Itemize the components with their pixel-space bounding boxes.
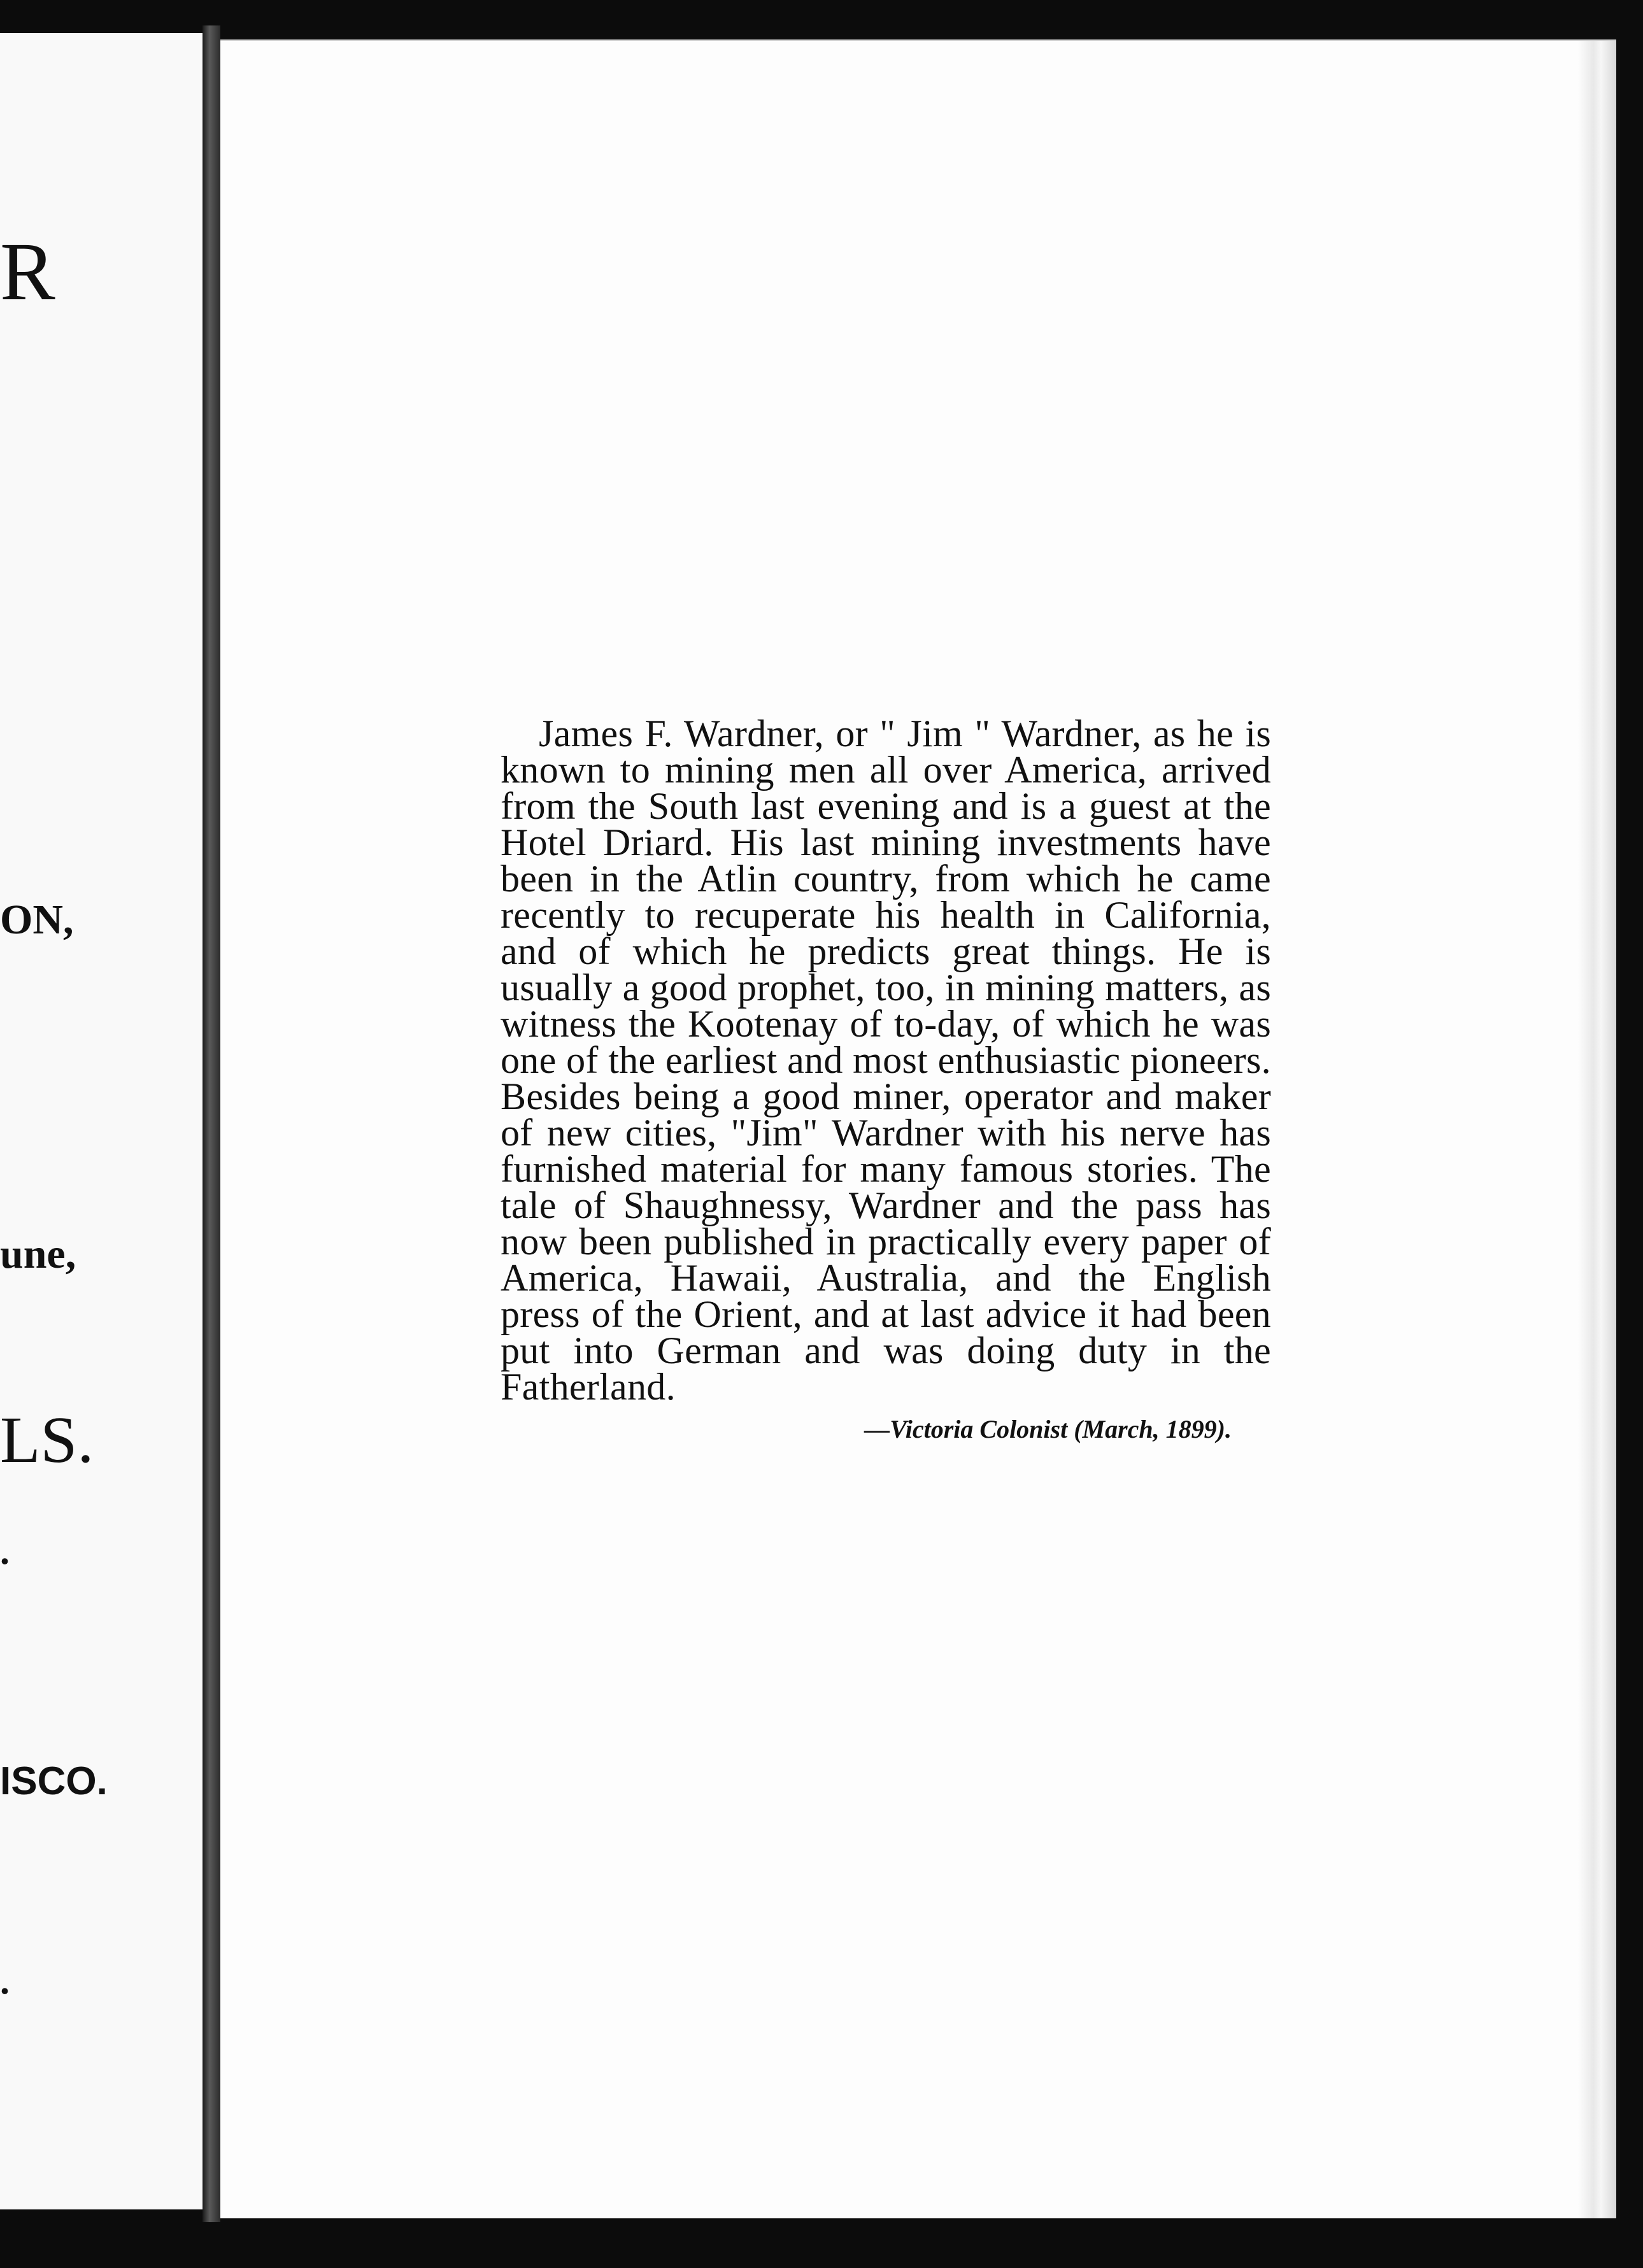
page-edge bbox=[1578, 41, 1616, 2218]
newspaper-excerpt bbox=[501, 712, 1271, 1444]
left-page-fragment: une, bbox=[0, 1231, 76, 1277]
left-page-fragment: . bbox=[0, 1530, 10, 1572]
main-page bbox=[220, 39, 1616, 2218]
book-gutter bbox=[203, 25, 220, 2222]
left-page-fragment: . bbox=[0, 1960, 10, 2002]
left-page-fragment: LS. bbox=[0, 1403, 94, 1477]
excerpt-attribution: —Victoria Colonist (March, 1899). bbox=[864, 1415, 1232, 1443]
left-page-fragment: ON, bbox=[0, 897, 74, 943]
left-facing-page bbox=[0, 33, 204, 2209]
excerpt-text: James F. Wardner, or " Jim " Wardner, as he is known to mining men all over America, arrived from the South last evening and is a guest at the Hotel Driard. His last mining investments have been in the Atlin country, from which he came recently to recuperate his health in California, and of which he predicts great things. He is usually a good prophet, too, in mining matters, as witness the Kootenay of to-day, of which he was one of the earliest and most enthusiastic pioneers. Besides being a good miner, operator and maker of new cities, "Jim" Wardner with his nerve has furnished material for many famous stories. The tale of Shaughnessy, Wardner and the pass has now been published in practically every paper of America, Hawaii, Australia, and the English press of the Orient, and at last advice it had been put into German and was doing duty in the Fatherland. bbox=[501, 712, 1271, 1408]
left-page-fragment: ISCO. bbox=[0, 1759, 108, 1803]
left-page-fragment: R bbox=[0, 226, 55, 318]
